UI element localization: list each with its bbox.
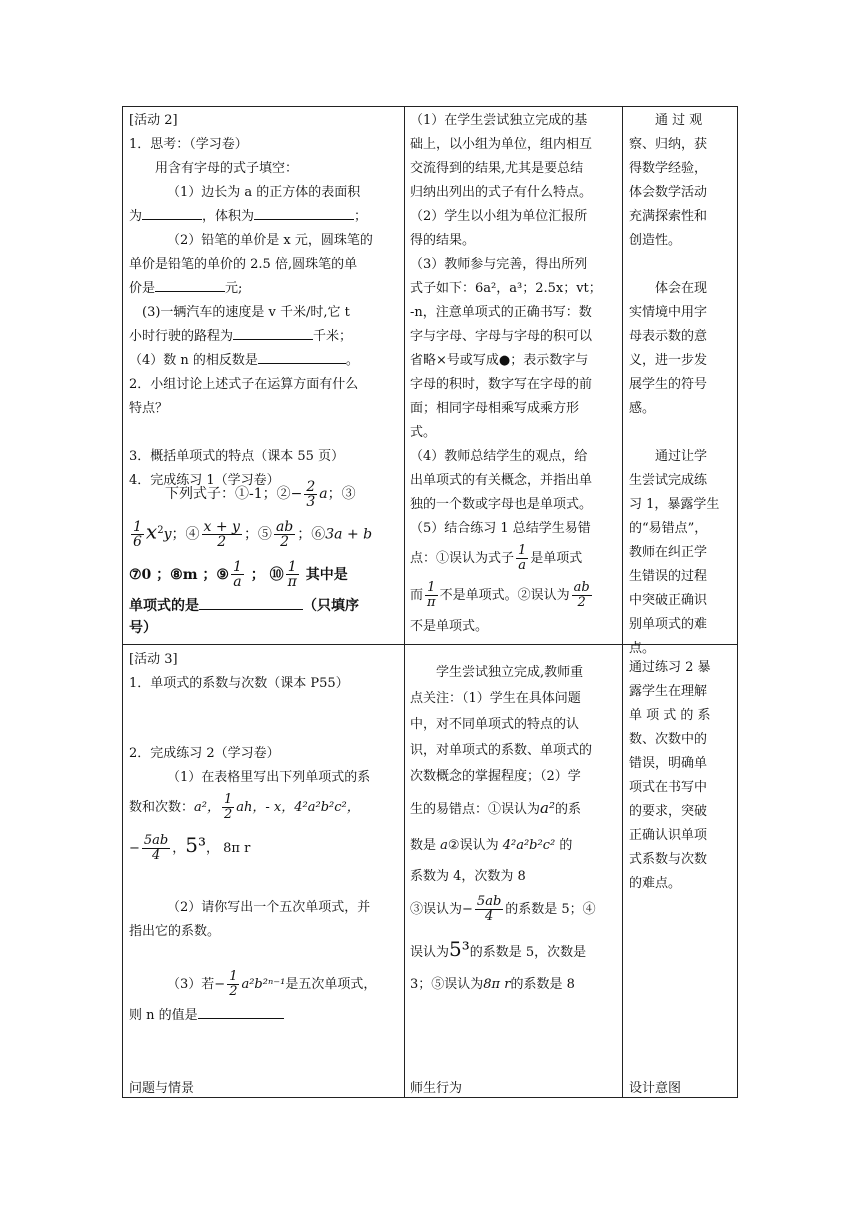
text-line [410,790,618,828]
text-line: 独的一个数或字母也是单项式。 [410,497,593,512]
text-span: 而 [410,588,424,603]
numerator: ab [573,580,590,595]
fraction [142,834,170,863]
numerator: 5ab [143,833,169,848]
denominator: 2 [229,984,238,999]
fraction [572,581,592,610]
text-span: 小时行驶的路程为 [129,329,234,344]
text-span: （只填序 [303,597,359,614]
text-span: 是五次单项式， [285,977,377,992]
denominator: 6 [133,534,142,551]
exercise-line [129,595,401,617]
text-line: 中突破正确识 [629,593,708,608]
fraction [227,970,239,999]
text-line: 识，对单项式的系数、单项式的 [410,743,593,758]
text-line: 展学生的符号 [629,377,708,392]
denominator: 2 [223,807,233,822]
text-span: 单项式的是 [129,597,199,614]
text-span: 下列式子：①-1；② [165,486,291,502]
text-line: （2）学生以小组为单位汇报所 [410,209,588,224]
text-line [410,541,618,577]
denominator: 4 [484,909,494,924]
text-span: 其中是 [300,566,348,583]
variable: a [319,486,328,502]
fill-blank[interactable] [155,277,225,292]
text-span: ； ⑩ [245,566,284,583]
denominator: 3 [306,493,316,510]
activity3-intent-cell [629,648,733,1073]
column-divider-1 [404,107,405,1097]
text-span: 不是单项式。②误认为 [439,588,570,603]
text-line: 充满探索性和 [629,209,708,224]
text-line: （1）在学生尝试独立完成的基 [410,113,588,128]
denominator: 4 [151,848,161,863]
fill-blank[interactable] [233,325,313,340]
text-line: 交流得到的结果,尤其是要总结 [410,161,584,176]
text-span: ；⑤ [243,526,272,543]
text-line: 单价是铅笔的单价的 2.5 倍,圆珠笔的单 [129,257,358,272]
minus-sign: − [214,977,226,992]
numerator: 1 [133,519,142,536]
text-line: 的要求，突破 [629,804,708,819]
text-line [129,826,401,868]
exercise-line [129,477,401,511]
activity3-problem-cell [129,648,401,1073]
spacer [129,421,401,445]
denominator: π [287,574,297,591]
text-span: ，体积为 [202,209,255,224]
fraction [222,793,234,822]
variable: x [145,519,158,544]
numerator: 1 [286,560,299,575]
fill-blank[interactable] [199,595,303,610]
numerator: 1 [229,969,238,984]
text-span: 误认为 [410,945,450,960]
text-line: 生尝试完成练 [629,473,708,488]
footer-label-intent: 设计意图 [629,1081,682,1096]
fill-blank[interactable] [258,349,346,364]
minus-sign: − [290,486,303,502]
denominator: π [427,595,436,610]
numerator: 1 [518,543,527,558]
text-line: 点。 [629,641,656,656]
expression: 3a + b [325,526,373,543]
numerator: 5ab [476,894,502,909]
text-line: 正确认识单项 [629,828,708,843]
minus-sign: − [129,841,140,856]
text-span: ， [172,841,186,856]
text-span: ；③ [327,486,356,502]
expression: a²b²ⁿ⁻¹ [241,977,286,992]
text-line: 的难点。 [629,876,682,891]
text-span: 。 [345,353,359,368]
fill-blank[interactable] [254,205,354,220]
fraction [516,544,528,573]
text-span: 的系数是 8 [510,977,575,992]
fraction [425,581,438,610]
text-line [129,966,401,1004]
spacer [410,648,618,660]
text-line: 别单项式的难 [629,617,708,632]
exercise-1 [129,477,401,639]
text-line: 式。 [410,425,437,440]
text-line: （1）边长为 a 的正方体的表面积 [167,185,361,200]
expression: 5³ [449,937,470,961]
text-line: 次数概念的掌握程度；（2）学 [410,769,581,784]
fraction [475,895,503,924]
activity2-action-cell [410,109,618,643]
fraction [274,520,295,549]
text-span: ；⑥ [297,526,326,543]
text-line: 学生尝试独立完成,教师重 [436,665,584,680]
text-span: ②误认为 [447,838,499,853]
text-line: 2．完成练习 2（学习卷） [129,746,280,761]
text-line: 生错误的过程 [629,569,708,584]
spacer [629,648,733,656]
column-divider-2 [622,107,623,1097]
fraction [202,520,242,549]
numerator: 1 [232,559,242,576]
denominator: 2 [577,595,586,610]
text-line: 归纳出列出的式子有什么特点。 [410,185,593,200]
text-span: 的系数是 5；④ [505,902,596,917]
text-line: 通过让学 [655,449,708,464]
text-line: （2）请你写出一个五次单项式，并 [167,900,371,915]
text-line: 3．概括单项式的特点（课本 55 页） [129,449,345,464]
lesson-plan-table [122,106,738,1098]
text-line: 体会数学活动 [629,185,708,200]
text-line: 式子如下：6a²，a³；2.5x；vt； [410,281,602,296]
text-line [129,277,401,301]
text-line: 通 过 观 [655,113,703,128]
numerator: 1 [425,581,438,596]
footer-label-problem: 问题与情景 [129,1081,195,1096]
text-span: 的 [559,838,573,853]
numerator: ab [275,519,294,536]
text-line: 面；相同字母相乘写成乘方形 [410,401,580,416]
text-line: 的“易错点”， [629,521,708,536]
fraction [131,520,144,549]
spacer [129,944,401,966]
fraction [304,480,317,509]
text-line [410,828,618,864]
text-line: 系数为 4，次数为 8 [410,869,526,884]
text-line: （1）在表格里写出下列单项式的系 [167,770,371,785]
text-line: 省略×号或写成●；表示数字与 [410,353,589,368]
text-line: 1．思考：（学习卷） [129,137,248,152]
text-line [129,325,401,349]
text-line: 1．单项式的系数与次数（课本 P55） [129,676,349,691]
minus-sign: − [462,902,473,917]
denominator: a [233,574,242,591]
activity2-problem-cell [129,109,401,643]
expression: a² [540,799,555,817]
activity2-intent-cell [629,109,733,656]
denominator: 2 [280,534,290,551]
spacer [629,421,733,445]
text-line: (3)一辆汽车的速度是 v 千米/时,它 t [142,305,350,320]
text-span: 是单项式 [530,551,583,566]
text-line [129,205,401,229]
text-line: 字与字母、字母与字母的积可以 [410,329,593,344]
text-line: 教师在纠正学 [629,545,708,560]
text-line: 点关注：（1）学生在具体问题 [410,691,581,706]
text-line: 义，进一步发 [629,353,708,368]
text-line: 指出它的系数。 [129,924,221,939]
text-line: 特点？ [129,401,169,416]
activity3-action-cell [410,648,618,1073]
text-line: 4．完成练习 1（学习卷） [129,473,280,488]
text-span: 为 [129,209,143,224]
text-line: （3）教师参与完善，得出所列 [410,257,588,272]
text-line: 不是单项式。 [410,619,489,634]
expression: 5³ [185,833,207,857]
activity2-heading: [活动 2] [129,113,178,128]
fraction [231,560,244,589]
text-span: ， 8π r [206,841,251,856]
expression: 4²a²b²c² [502,838,556,853]
text-line: （4）教师总结学生的观点，给 [410,449,588,464]
text-line: 项式在书写中 [629,780,708,795]
text-line: 得的结果。 [410,233,476,248]
numerator: 2 [306,478,316,495]
text-line: 通过练习 2 暴 [629,660,711,675]
numerator: x + y [203,519,240,536]
exercise-line [129,511,401,555]
text-span: 3；⑤误认为 [410,977,484,992]
exercise-line [129,555,401,595]
fill-blank[interactable] [142,205,202,220]
fill-blank[interactable] [198,1004,284,1019]
text-line: 2．小组讨论上述式子在运算方面有什么 [129,377,359,392]
text-span: （4）数 n 的相反数是 [129,353,258,368]
text-line [129,790,401,826]
text-line [410,930,618,972]
text-line: 用含有字母的式子填空： [155,161,299,176]
text-line: 露学生在理解 [629,684,708,699]
text-span: ； [354,209,368,224]
text-line: 习 1，暴露学生 [629,497,720,512]
text-line [410,890,618,930]
text-line: 错误，明确单 [629,756,708,771]
text-span: ⑦0 ；⑧m ；⑨ [129,566,229,583]
text-span: ③误认为 [410,902,463,917]
text-span: 生的易错点：①误认为 [410,802,541,817]
spacer [129,868,401,896]
text-line: 数、次数中的 [629,732,708,747]
text-span: 的系数是 5，次数是 [469,945,587,960]
text-span: 则 n 的值是 [129,1008,198,1023]
text-line [410,972,618,998]
text-line: 得数学经验， [629,161,708,176]
expression: ah，- x，4²a²b²c²， [236,800,360,815]
text-span: 价是 [129,281,156,296]
fraction [286,560,299,589]
text-line: 式系数与次数 [629,852,708,867]
text-line: 中，对不同单项式的特点的认 [410,717,580,732]
spacer [629,253,733,277]
spacer [129,696,401,742]
text-span: 的系 [554,802,581,817]
activity3-heading: [活动 3] [129,652,178,667]
footer-label-action: 师生行为 [410,1081,463,1096]
text-line: 察、归纳，获 [629,137,708,152]
text-line: 体会在现 [655,281,708,296]
expression: a [440,838,448,853]
text-line: 感。 [629,401,656,416]
text-line: （5）结合练习 1 总结学生易错 [410,521,591,536]
text-line: 创造性。 [629,233,682,248]
text-line [129,349,401,373]
text-span: 点：①误认为式子 [410,551,515,566]
text-line: 出单项式的有关概念，并指出单 [410,473,593,488]
text-span: 数和次数： [129,800,195,815]
text-line [410,577,618,615]
text-line [129,1004,401,1028]
numerator: 1 [223,792,233,807]
denominator: 2 [217,534,227,551]
exercise-line: 号） [129,619,157,636]
text-line: 础上，以小组为单位，组内相互 [410,137,593,152]
text-line: 字母的积时，数字写在字母的前 [410,377,593,392]
text-line: （2）铅笔的单价是 x 元，圆珠笔的 [167,233,373,248]
exponent: 2 [157,525,164,536]
expression: 8π r [483,977,511,992]
text-span: ；④ [171,526,200,543]
text-span: 千米； [313,329,353,344]
text-span: 数是 [410,838,437,853]
text-line: 母表示数的意 [629,329,708,344]
variable: y [163,526,172,543]
text-line: 单 项 式 的 系 [629,708,711,723]
denominator: a [518,558,527,573]
text-line: -n，注意单项式的正确书写：数 [410,305,592,320]
text-span: （3）若 [167,977,215,992]
expression: a²， [194,800,220,815]
text-line: 实情境中用字 [629,305,708,320]
text-span: 元; [225,281,243,296]
